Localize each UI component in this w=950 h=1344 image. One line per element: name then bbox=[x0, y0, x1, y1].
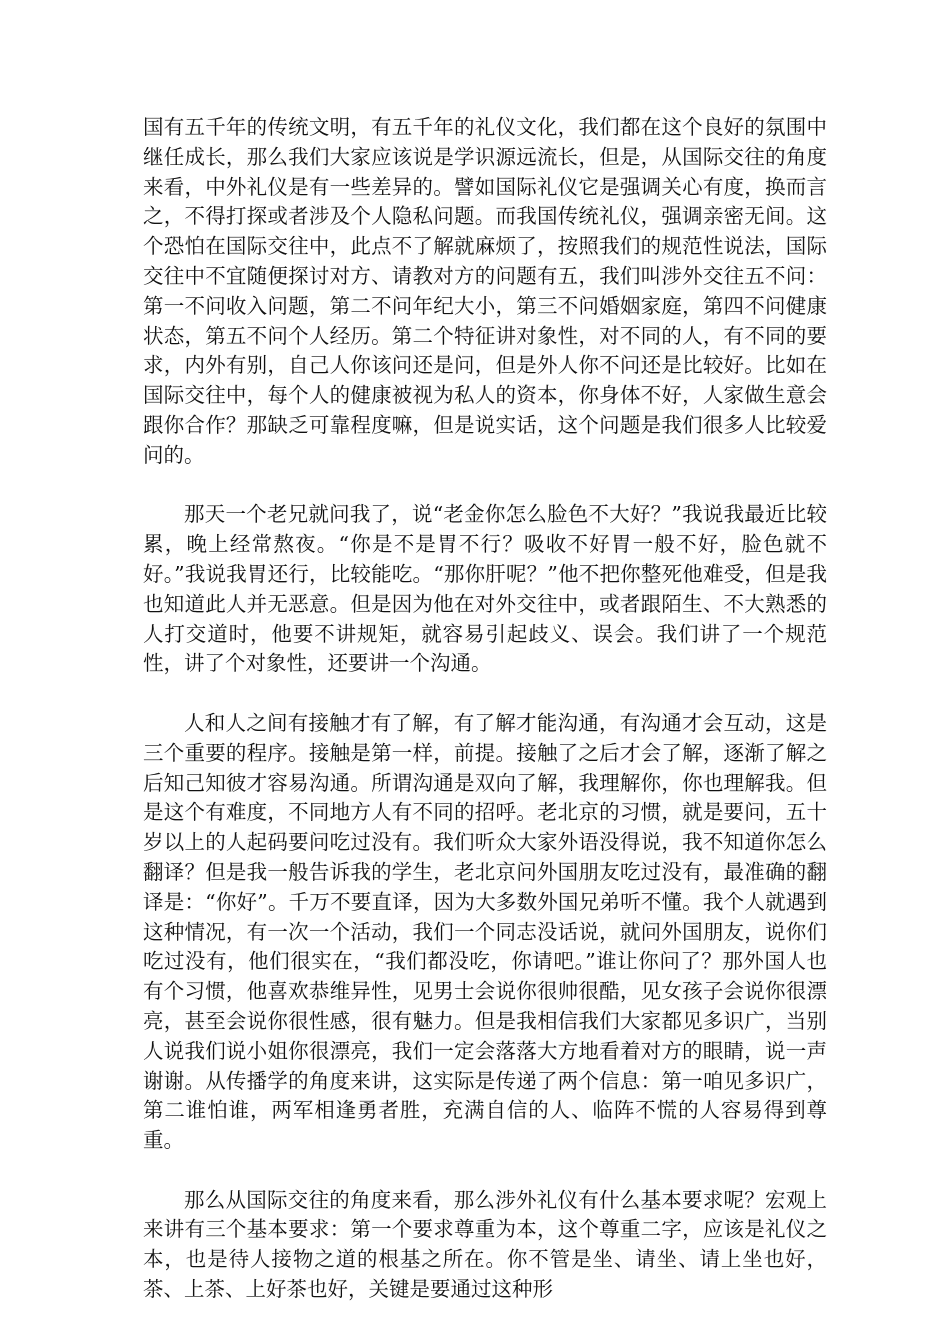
paragraph-3: 人和人之间有接触才有了解，有了解才能沟通，有沟通才会互动，这是三个重要的程序。接触是第一样，前提。接触了之后才会了解，逐渐了解之后知己知彼才容易沟通。所谓沟通是双向了解，我理解你，你也理解我。但是这个有难度，不同地方人有不同的招呼。老北京的习惯，就是要问，五十岁以上的人起码要问吃过没有。我们听众大家外语没得说，我不知道你怎么翻译？但是我一般告诉我的学生，老北京问外国朋友吃过没有，最准确的翻译是：“你好”。千万不要直译，因为大多数外国兄弟听不懂。我个人就遇到这种情况，有一次一个活动，我们一个同志没话说，就问外国朋友，说你们吃过没有，他们很实在，“我们都没吃，你请吧。”谁让你问了？那外国人也有个习惯，他喜欢恭维异性，见男士会说你很帅很酷，见女孩子会说你很漂亮，甚至会说你很性感，很有魅力。但是我相信我们大家都见多识广，当别人说我们说小姐你很漂亮，我们一定会落落大方地看着对方的眼睛，说一声谢谢。从传播学的角度来讲，这实际是传递了两个信息：第一咱见多识广，第二谁怕谁，两军相逢勇者胜，充满自信的人、临阵不慌的人容易得到尊重。 bbox=[143, 710, 827, 1153]
paragraph-2: 那天一个老兄就问我了，说“老金你怎么脸色不大好？”我说我最近比较累，晚上经常熬夜。“你是不是胃不行？吸收不好胃一般不好，脸色就不好。”我说我胃还行，比较能吃。“那你肝呢？”他不把你整死他难受，但是我也知道此人并无恶意。但是因为他在对外交往中，或者跟陌生、不大熟悉的人打交道时，他要不讲规矩，就容易引起歧义、误会。我们讲了一个规范性，讲了个对象性，还要讲一个沟通。 bbox=[143, 502, 827, 676]
paragraph-1: 国有五千年的传统文明，有五千年的礼仪文化，我们都在这个良好的氛围中继任成长，那么我们大家应该说是学识源远流长，但是，从国际交往的角度来看，中外礼仪是有一些差异的。譬如国际礼仪它是强调关心有度，换而言之，不得打探或者涉及个人隐私问题。而我国传统礼仪，强调亲密无间。这个恐怕在国际交往中，此点不了解就麻烦了，按照我们的规范性说法，国际交往中不宜随便探讨对方、请教对方的问题有五，我们叫涉外交往五不问：第一不问收入问题，第二不问年纪大小，第三不问婚姻家庭，第四不问健康状态，第五不问个人经历。第二个特征讲对象性，对不同的人，有不同的要求，内外有别，自己人你该问还是问，但是外人你不问还是比较好。比如在国际交往中，每个人的健康被视为私人的资本，你身体不好，人家做生意会跟你合作？那缺乏可靠程度嘛，但是说实话，这个问题是我们很多人比较爱问的。 bbox=[143, 115, 827, 467]
paragraph-4: 那么从国际交往的角度来看，那么涉外礼仪有什么基本要求呢？宏观上来讲有三个基本要求：第一个要求尊重为本，这个尊重二字，应该是礼仪之本，也是待人接物之道的根基之所在。你不管是坐、请坐、请上坐也好，茶、上茶、上好茶也好，关键是要通过这种形 bbox=[143, 1187, 827, 1302]
document-body bbox=[143, 113, 827, 1335]
